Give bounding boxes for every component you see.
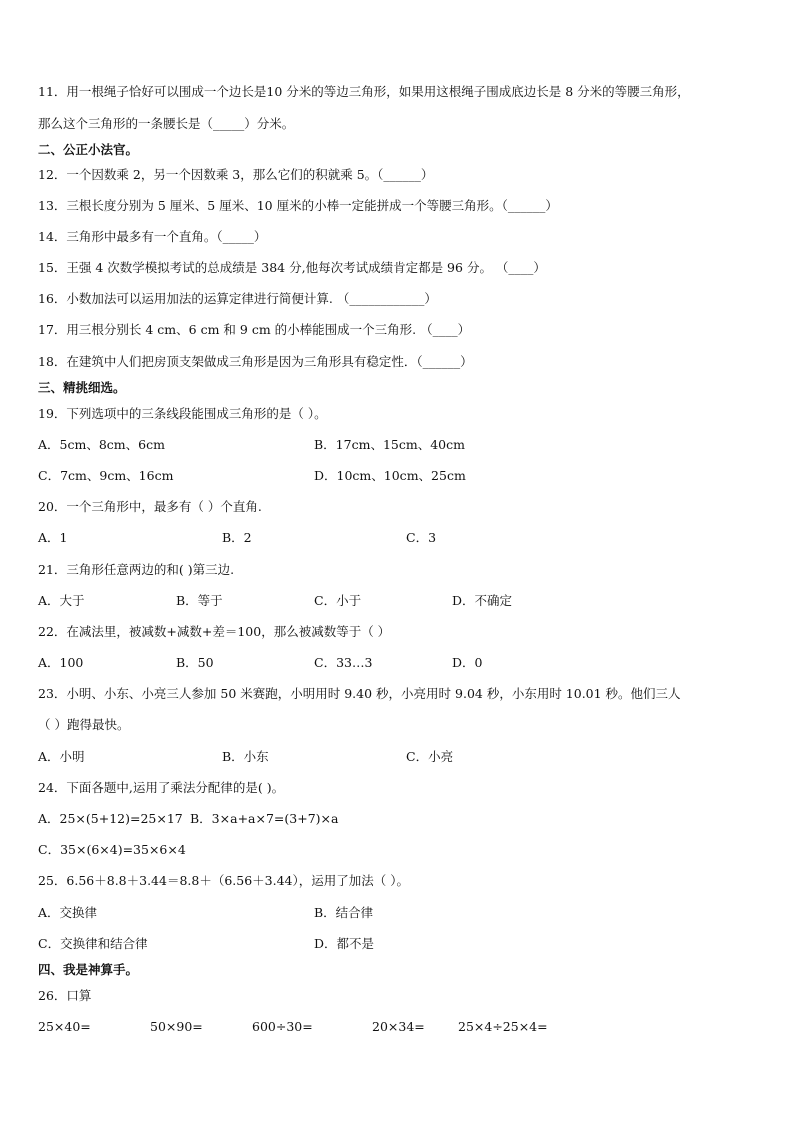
- question-11-line1: 11．用一根绳子恰好可以围成一个边长是10 分米的等边三角形，如果用这根绳子围成底边长是 8 分米的等腰三角形，: [38, 84, 690, 99]
- q21-option-b: B．等于: [176, 593, 223, 608]
- q20-option-a: A．1: [38, 530, 68, 545]
- q25-option-d: D．都不是: [314, 936, 375, 951]
- q19-option-c: C．7cm、9cm、16cm: [38, 468, 174, 483]
- question-23-line2: （ ）跑得最快。: [38, 717, 130, 732]
- q22-option-d: D．0: [452, 655, 483, 670]
- question-14: 14．三角形中最多有一个直角。（_____）: [38, 229, 267, 244]
- q21-option-d: D．不确定: [452, 593, 513, 608]
- question-17: 17．用三根分别长 4 cm、6 cm 和 9 cm 的小棒能围成一个三角形. （____）: [38, 322, 471, 337]
- q24-option-b: B．3×a+a×7=(3+7)×a: [190, 811, 339, 826]
- question-26: 26．口算: [38, 988, 92, 1003]
- calc-item-3: 600÷30=: [252, 1019, 313, 1034]
- q20-option-c: C．3: [406, 530, 437, 545]
- q21-option-c: C．小于: [314, 593, 362, 608]
- question-23-line1: 23．小明、小东、小亮三人参加 50 米赛跑，小明用时 9.40 秒，小亮用时 9.04 秒，小东用时 10.01 秒。他们三人: [38, 686, 681, 701]
- q21-option-a: A．大于: [38, 593, 85, 608]
- question-22: 22．在减法里，被减数+减数+差＝100，那么被减数等于（ ）: [38, 624, 391, 639]
- q25-option-b: B．结合律: [314, 905, 374, 920]
- q24-option-a: A．25×(5+12)=25×17: [38, 811, 183, 826]
- q22-option-a: A．100: [38, 655, 84, 670]
- q24-option-c: C．35×(6×4)=35×6×4: [38, 842, 186, 857]
- question-19: 19．下列选项中的三条线段能围成三角形的是（ ）。: [38, 406, 327, 421]
- question-15: 15．王强 4 次数学模拟考试的总成绩是 384 分,他每次考试成绩肯定都是 96 分。 （____）: [38, 260, 546, 275]
- calc-item-4: 20×34=: [372, 1019, 425, 1034]
- section-4-heading: 四、我是神算手。: [38, 962, 139, 977]
- section-3-heading: 三、精挑细选。: [38, 380, 126, 395]
- q20-option-b: B．2: [222, 530, 252, 545]
- question-12: 12．一个因数乘 2，另一个因数乘 3，那么它们的积就乘 5。（______）: [38, 167, 434, 182]
- section-2-heading: 二、公正小法官。: [38, 142, 139, 157]
- calc-item-1: 25×40=: [38, 1019, 91, 1034]
- question-11-line2: 那么这个三角形的一条腰长是（_____）分米。: [38, 116, 295, 131]
- q23-option-a: A．小明: [38, 749, 85, 764]
- question-25: 25．6.56＋8.8＋3.44＝8.8＋（6.56＋3.44），运用了加法（ ）。: [38, 873, 409, 888]
- q22-option-b: B．50: [176, 655, 214, 670]
- q23-option-b: B．小东: [222, 749, 269, 764]
- question-24: 24．下面各题中,运用了乘法分配律的是( )。: [38, 780, 285, 795]
- q23-option-c: C．小亮: [406, 749, 454, 764]
- question-20: 20．一个三角形中，最多有（ ）个直角.: [38, 499, 262, 514]
- question-13: 13．三根长度分别为 5 厘米、5 厘米、10 厘米的小棒一定能拼成一个等腰三角形。（______）: [38, 198, 558, 213]
- calc-item-5: 25×4÷25×4=: [458, 1019, 548, 1034]
- question-16: 16．小数加法可以运用加法的运算定律进行简便计算. （____________）: [38, 291, 437, 306]
- q22-option-c: C．33…3: [314, 655, 373, 670]
- calc-item-2: 50×90=: [150, 1019, 203, 1034]
- q19-option-b: B．17cm、15cm、40cm: [314, 437, 465, 452]
- question-18: 18．在建筑中人们把房顶支架做成三角形是因为三角形具有稳定性．（______）: [38, 354, 473, 369]
- q25-option-c: C．交换律和结合律: [38, 936, 148, 951]
- question-21: 21．三角形任意两边的和( )第三边.: [38, 562, 235, 577]
- q19-option-a: A．5cm、8cm、6cm: [38, 437, 165, 452]
- q19-option-d: D．10cm、10cm、25cm: [314, 468, 466, 483]
- q25-option-a: A．交换律: [38, 905, 98, 920]
